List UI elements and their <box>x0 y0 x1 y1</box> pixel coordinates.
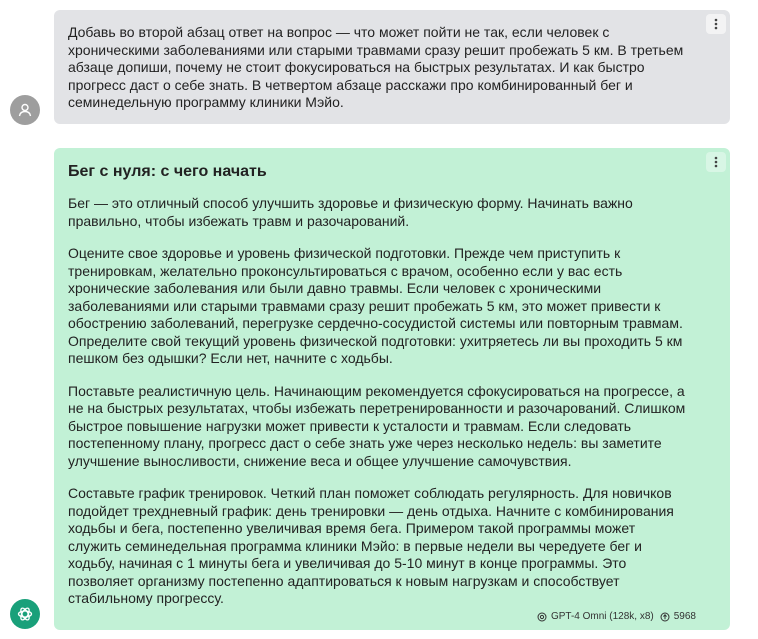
model-info <box>537 611 654 622</box>
user-avatar[interactable] <box>10 95 40 125</box>
assistant-paragraph-2: Оцените свое здоровье и уровень физической подготовки. Прежде чем приступить к тренировкам, желательно проконсультироваться с врачом, особенно если у вас есть хронические заболевания или были давно травмы. Если человек с хроническими заболеваниями или старыми травмами сразу решит пробежать 5 км, это может привести к обострению заболеваний, перегрузке сердечно-сосудистой системы или повторным травмам. Определите свой текущий уровень физической подготовки: ухитряетесь ли вы проходить 5 км пешком без одышки? Если нет, начните с ходьбы. <box>68 245 683 366</box>
user-message-text: Добавь во второй абзац ответ на вопрос — что может пойти не так, если человек с хроническими заболеваниями или старыми травмами сразу решит пробежать 5 км. В третьем абзаце допиши, почему не стоит фокусироваться на быстрых результатах. И как быстро прогресс даст о себе знать. В четвертом абзаце расскажи про комбинированный бег и семинедельную программу клиники Мэйо. <box>68 24 684 110</box>
assistant-message-menu-button[interactable] <box>706 152 726 172</box>
openai-logo-icon <box>16 605 34 623</box>
assistant-paragraph-1: Бег — это отличный способ улучшить здоровье и физическую форму. Начинать важно правильно, чтобы избежать травм и разочарований. <box>68 195 633 229</box>
model-icon <box>537 612 547 622</box>
assistant-message-footer <box>537 611 696 622</box>
kebab-menu-icon <box>714 156 718 168</box>
user-icon <box>17 102 33 118</box>
cost-info <box>660 611 696 622</box>
assistant-avatar[interactable] <box>10 599 40 629</box>
assistant-message-title: Бег с нуля: с чего начать <box>68 163 267 180</box>
model-name: GPT-4 Omni (128k, x8) <box>550 611 654 622</box>
kebab-menu-icon <box>714 18 718 30</box>
user-message-menu-button[interactable] <box>706 14 726 34</box>
assistant-paragraph-3: Поставьте реалистичную цель. Начинающим рекомендуется сфокусироваться на прогрессе, а не на быстрых результатах, чтобы избежать перетренированности и разочарований. Слишком быстрое повышение нагрузки может привести к усталости и травмам. Если следовать постепенному плану, прогресс даст о себе знать уже через несколько недель: вы заметите улучшение выносливости, снижение веса и общее улучшение самочувствия. <box>68 382 686 469</box>
assistant-paragraph-4: Составьте график тренировок. Четкий план поможет соблюдать регулярность. Для новичков подойдет трехдневный график: день тренировки — день отдыха. Начните с комбинирования ходьбы и бега, постепенно увеличивая время бега. Примером такой программы может служить семинедельная программа клиники Мэйо: в первые недели вы чередуете бег и ходьбу, начиная с 1 минуты бега и увеличивая до 5-10 минут в конце программы. Это позволяет организму постепенно адаптироваться к новым нагрузкам и способствует стабильному прогрессу. <box>68 485 674 606</box>
user-message-bubble <box>54 10 730 124</box>
coin-icon <box>660 612 670 622</box>
assistant-message-bubble <box>54 148 730 630</box>
cost-value: 5968 <box>673 611 696 622</box>
